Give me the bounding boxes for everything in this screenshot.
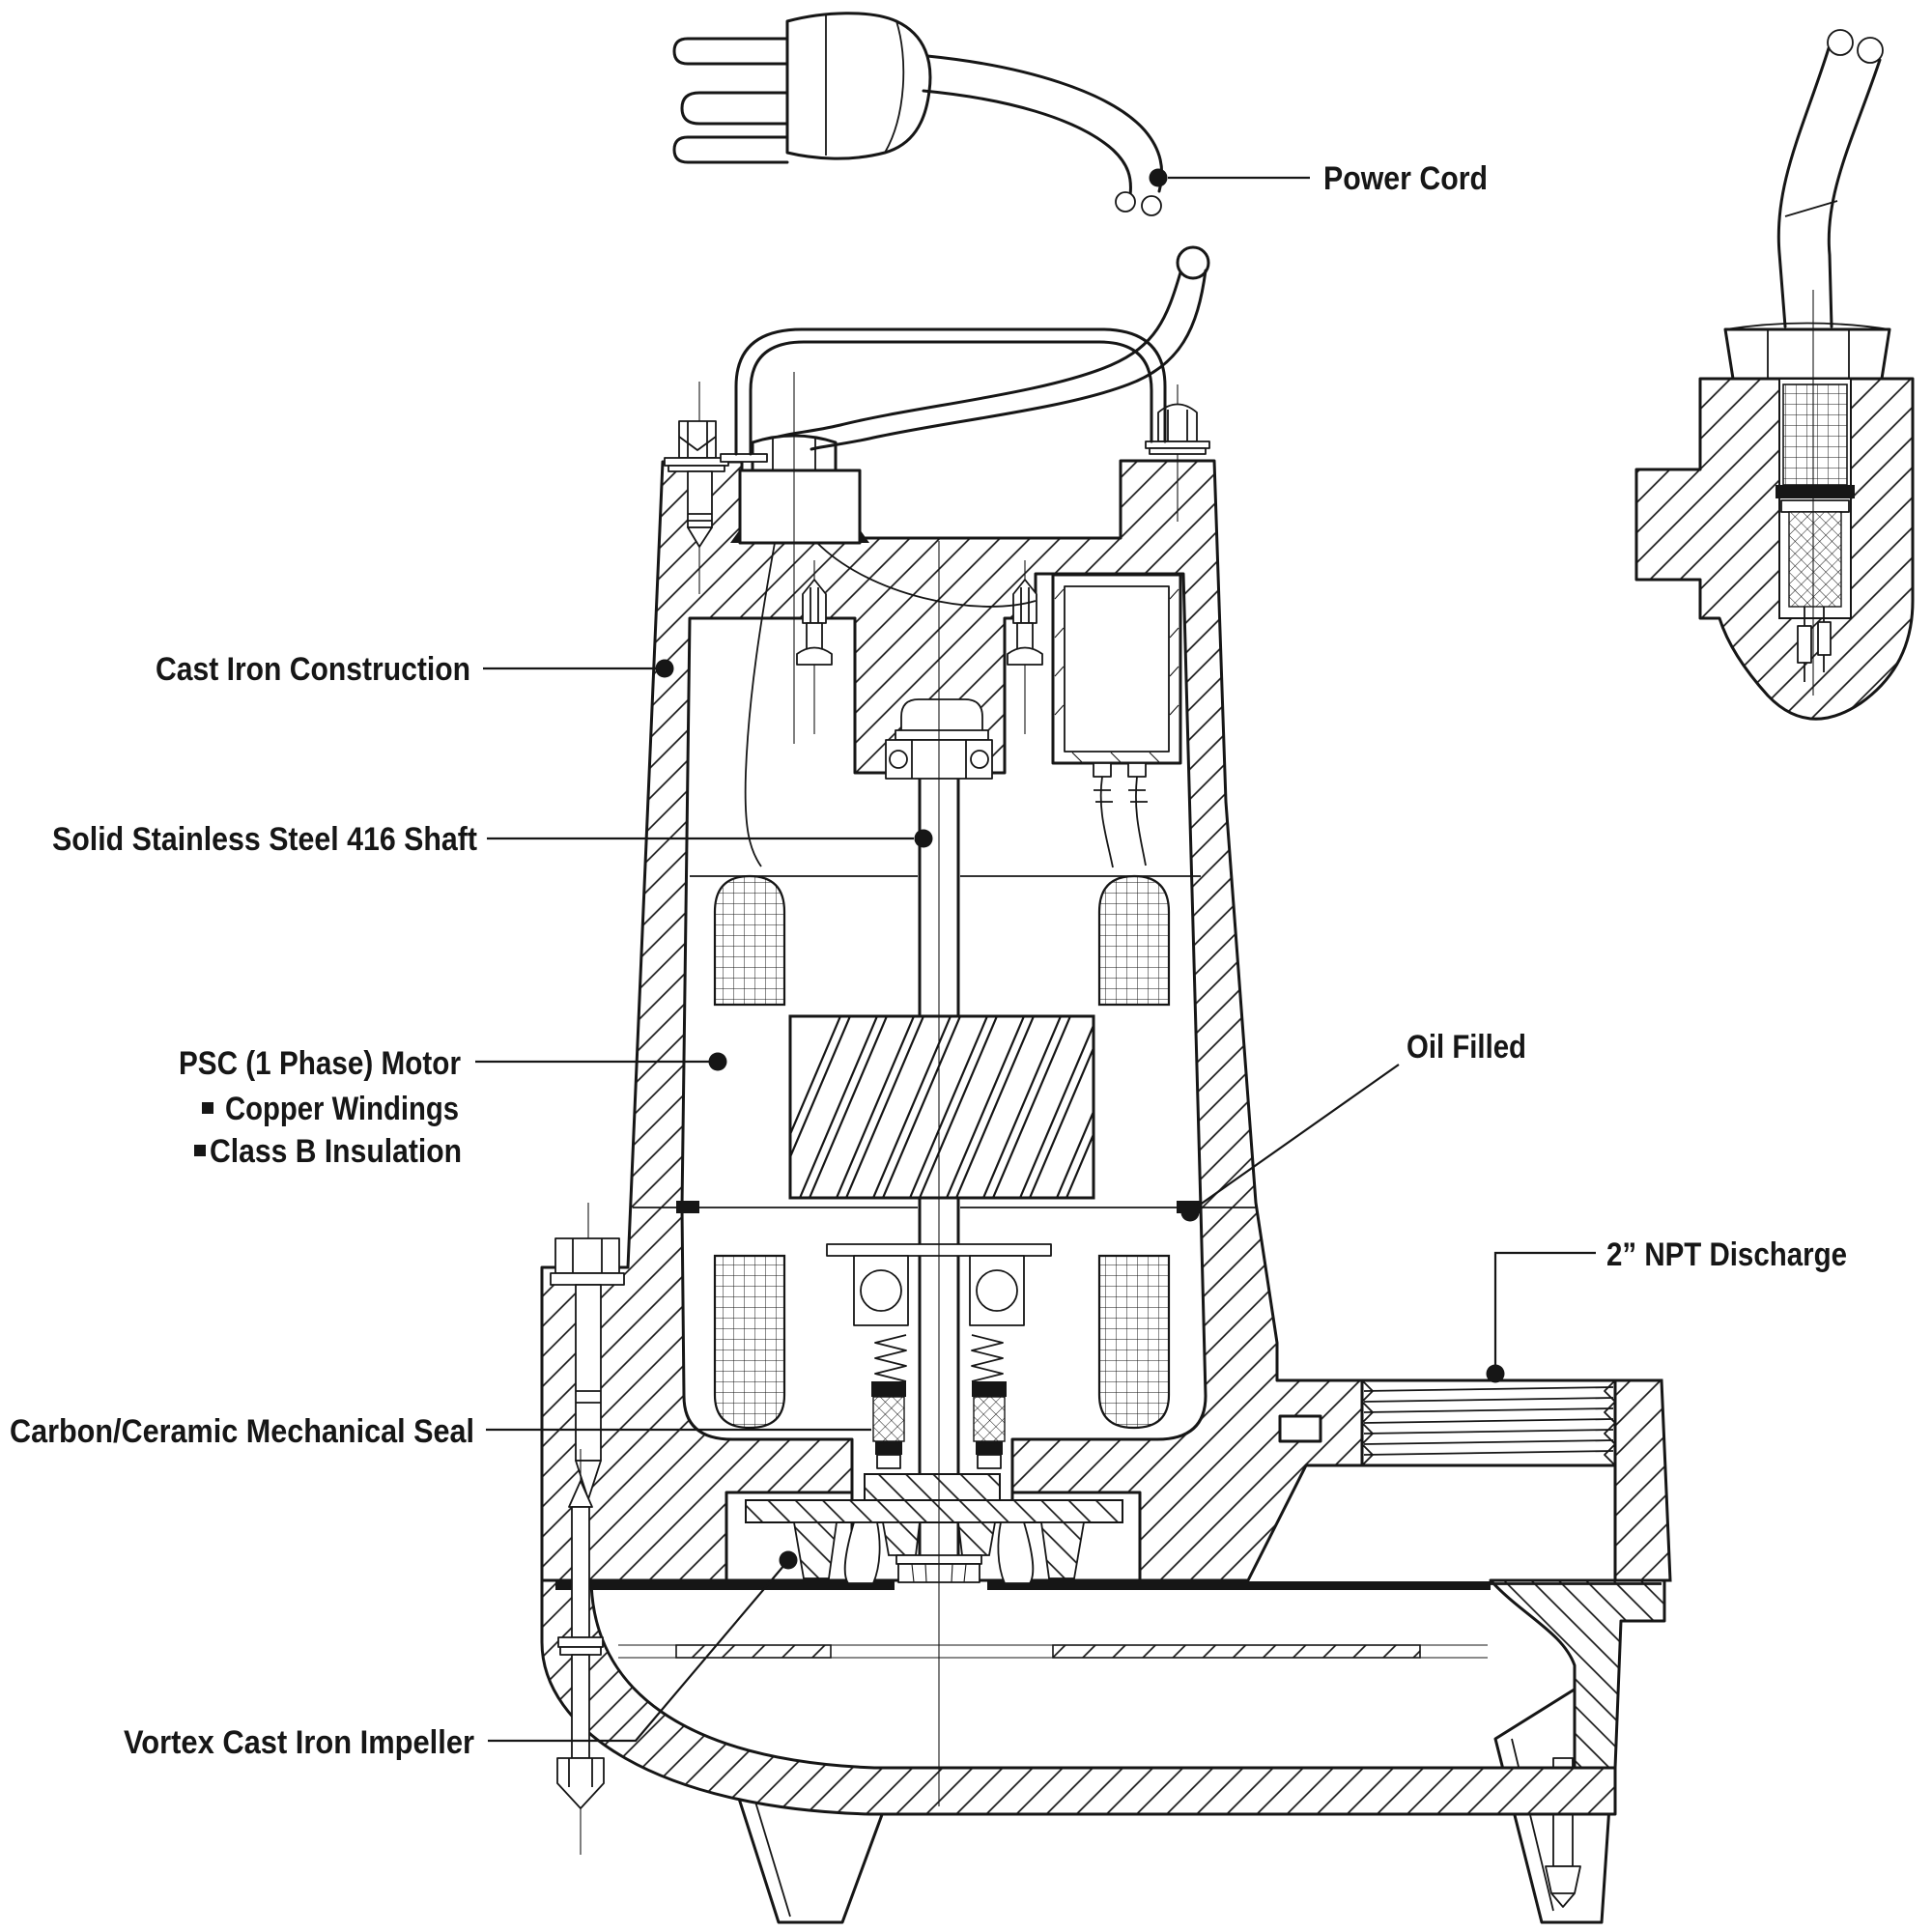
leader-dot-psc-motor [709,1053,727,1071]
leader-dot-oil-filled [1181,1204,1200,1222]
leader-dot-npt-discharge [1487,1365,1505,1383]
detail-cord [1778,30,1883,327]
npt-threads [1362,1380,1615,1465]
leader-dot-cast-iron [656,660,674,678]
bullet-square-1 [202,1102,213,1114]
discharge-flange [1615,1380,1670,1580]
label-copper-windings: Copper Windings [225,1091,459,1127]
callout-shaft [52,821,933,858]
rotor [763,1016,1144,1198]
volute-casing [542,1580,1664,1814]
power-plug [674,14,930,162]
leader-dot-vortex-impeller [780,1551,798,1570]
label-mechanical-seal: Carbon/Ceramic Mechanical Seal [10,1413,474,1450]
capacitor-box [1053,575,1180,867]
box-wires [1094,777,1148,867]
callout-power-cord [1150,160,1489,197]
callout-npt-discharge [1487,1236,1848,1383]
label-class-b-insulation: Class B Insulation [210,1133,462,1170]
label-power-cord: Power Cord [1323,160,1488,197]
power-cord [923,56,1162,215]
label-npt-discharge: 2” NPT Discharge [1606,1236,1847,1273]
bullet-square-2 [194,1145,206,1156]
label-psc-motor: PSC (1 Phase) Motor [179,1045,461,1082]
label-vortex-impeller: Vortex Cast Iron Impeller [124,1724,474,1761]
power-cord-lower [779,247,1208,449]
callout-cast-iron [156,651,674,688]
cord-entry-detail-view [1636,30,1913,719]
detail-gland-nut [1725,329,1889,379]
label-oil-filled: Oil Filled [1406,1029,1526,1065]
label-cast-iron: Cast Iron Construction [156,651,470,688]
detail-grommet [1783,384,1847,485]
leader-dot-shaft [915,830,933,848]
leader-dot-power-cord [1150,169,1168,187]
label-shaft: Solid Stainless Steel 416 Shaft [52,821,477,858]
